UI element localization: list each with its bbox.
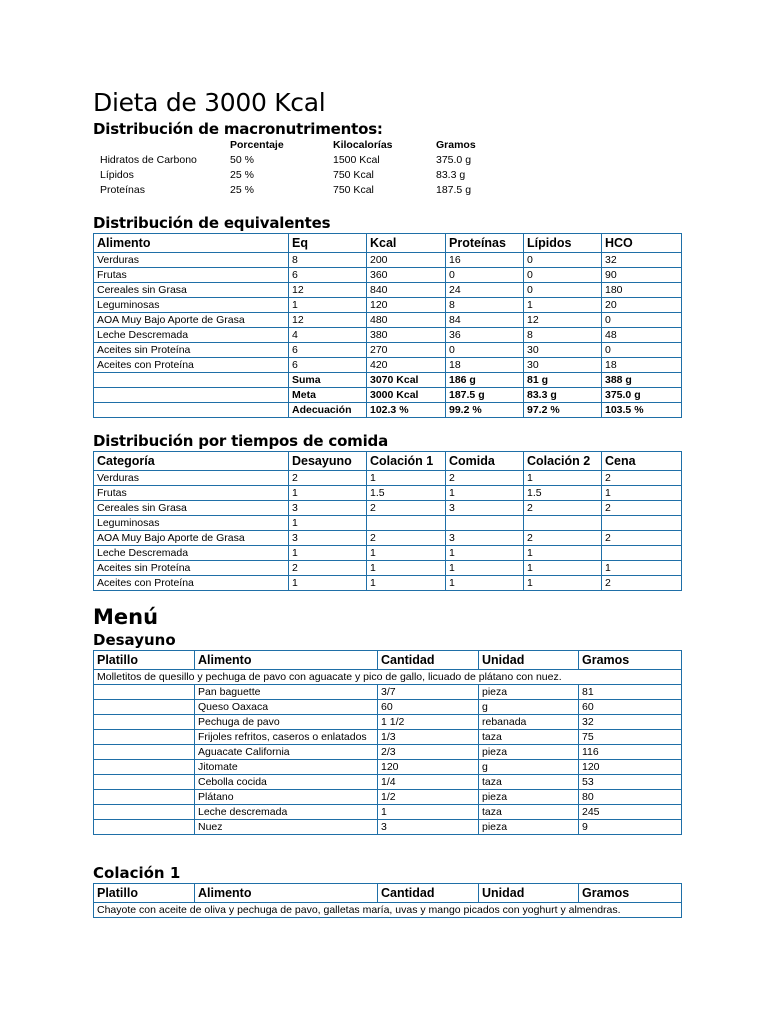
tiempos-cell: 1 bbox=[446, 576, 524, 591]
colacion1-header-cell: Platillo bbox=[94, 884, 195, 903]
tiempos-cell: 2 bbox=[602, 531, 682, 546]
desayuno-row bbox=[94, 700, 682, 715]
tiempos-cell: 1 bbox=[524, 471, 602, 486]
equiv-cell: 0 bbox=[524, 253, 602, 268]
equiv-row bbox=[94, 328, 682, 343]
equiv-cell: 24 bbox=[446, 283, 524, 298]
desayuno-row bbox=[94, 775, 682, 790]
tiempos-cell: 1 bbox=[524, 546, 602, 561]
colacion1-header-row bbox=[94, 884, 682, 903]
equiv-summary-cell: 375.0 g bbox=[602, 388, 682, 403]
equiv-summary-cell bbox=[94, 388, 289, 403]
desayuno-table bbox=[93, 650, 682, 835]
tiempos-cell: 1 bbox=[524, 561, 602, 576]
tiempos-cell: 1 bbox=[602, 486, 682, 501]
tiempos-cell: 2 bbox=[524, 531, 602, 546]
equiv-header-cell: Lípidos bbox=[524, 234, 602, 253]
desayuno-header-cell: Cantidad bbox=[378, 651, 479, 670]
tiempos-row bbox=[94, 471, 682, 486]
tiempos-cell: 1.5 bbox=[367, 486, 446, 501]
desayuno-cell: 1 1/2 bbox=[378, 715, 479, 730]
equiv-cell: 30 bbox=[524, 343, 602, 358]
equiv-cell: 0 bbox=[524, 268, 602, 283]
desayuno-cell bbox=[94, 790, 195, 805]
equiv-summary-cell: 83.3 g bbox=[524, 388, 602, 403]
equiv-summary-cell: Adecuación bbox=[289, 403, 367, 418]
desayuno-cell bbox=[94, 760, 195, 775]
equiv-cell: 480 bbox=[367, 313, 446, 328]
equiv-table bbox=[93, 233, 682, 418]
tiempos-cell: 1 bbox=[289, 516, 367, 531]
desayuno-cell: 9 bbox=[579, 820, 682, 835]
tiempos-cell bbox=[602, 516, 682, 531]
equiv-cell: Frutas bbox=[94, 268, 289, 283]
desayuno-cell: pieza bbox=[479, 820, 579, 835]
equiv-cell: Verduras bbox=[94, 253, 289, 268]
tiempos-cell: Cereales sin Grasa bbox=[94, 501, 289, 516]
tiempos-cell: 1 bbox=[289, 576, 367, 591]
equiv-row bbox=[94, 343, 682, 358]
tiempos-cell: 3 bbox=[289, 531, 367, 546]
equiv-cell: Aceites con Proteína bbox=[94, 358, 289, 373]
desayuno-cell: Plátano bbox=[195, 790, 378, 805]
desayuno-cell: 3 bbox=[378, 820, 479, 835]
desayuno-cell: Jitomate bbox=[195, 760, 378, 775]
desayuno-cell: 1/3 bbox=[378, 730, 479, 745]
equiv-cell: AOA Muy Bajo Aporte de Grasa bbox=[94, 313, 289, 328]
desayuno-cell bbox=[94, 685, 195, 700]
desayuno-cell bbox=[94, 715, 195, 730]
equiv-header-cell: Alimento bbox=[94, 234, 289, 253]
colacion1-table bbox=[93, 883, 682, 918]
desayuno-cell: 2/3 bbox=[378, 745, 479, 760]
desayuno-cell: g bbox=[479, 700, 579, 715]
equiv-summary-cell: 388 g bbox=[602, 373, 682, 388]
desayuno-cell: 53 bbox=[579, 775, 682, 790]
colacion1-header-cell: Alimento bbox=[195, 884, 378, 903]
equiv-summary-cell: 187.5 g bbox=[446, 388, 524, 403]
equiv-summary-row bbox=[94, 373, 682, 388]
tiempos-cell: 1 bbox=[446, 561, 524, 576]
macro-cell: 375.0 g bbox=[436, 154, 472, 166]
macro-cell: 750 Kcal bbox=[333, 184, 374, 196]
equiv-cell: 0 bbox=[446, 268, 524, 283]
tiempos-cell: 1 bbox=[367, 546, 446, 561]
desayuno-header-cell: Unidad bbox=[479, 651, 579, 670]
desayuno-cell: 60 bbox=[378, 700, 479, 715]
desayuno-cell: taza bbox=[479, 805, 579, 820]
equiv-summary-cell bbox=[94, 403, 289, 418]
tiempos-cell: 1 bbox=[289, 486, 367, 501]
equiv-cell: 8 bbox=[446, 298, 524, 313]
macro-cell: 25 % bbox=[230, 184, 254, 196]
tiempos-table bbox=[93, 451, 682, 591]
equiv-row bbox=[94, 253, 682, 268]
tiempos-cell bbox=[367, 516, 446, 531]
equiv-cell: 6 bbox=[289, 358, 367, 373]
desayuno-cell: Pechuga de pavo bbox=[195, 715, 378, 730]
desayuno-header-cell: Alimento bbox=[195, 651, 378, 670]
desayuno-row bbox=[94, 820, 682, 835]
desayuno-cell: 32 bbox=[579, 715, 682, 730]
equiv-cell: 0 bbox=[446, 343, 524, 358]
equiv-header-cell: Kcal bbox=[367, 234, 446, 253]
tiempos-cell: 1 bbox=[446, 546, 524, 561]
equiv-cell: 12 bbox=[289, 313, 367, 328]
desayuno-cell: pieza bbox=[479, 685, 579, 700]
colacion1-description: Chayote con aceite de oliva y pechuga de pavo, galletas maría, uvas y mango picados con yoghurt y almendras. bbox=[94, 903, 682, 918]
equiv-row bbox=[94, 358, 682, 373]
tiempos-row bbox=[94, 501, 682, 516]
tiempos-cell: Aceites sin Proteína bbox=[94, 561, 289, 576]
desayuno-cell: Cebolla cocida bbox=[195, 775, 378, 790]
equiv-summary-cell bbox=[94, 373, 289, 388]
equiv-cell: Leche Descremada bbox=[94, 328, 289, 343]
tiempos-header-cell: Colación 2 bbox=[524, 452, 602, 471]
colacion1-header-cell: Cantidad bbox=[378, 884, 479, 903]
tiempos-header-cell: Comida bbox=[446, 452, 524, 471]
equiv-summary-cell: 186 g bbox=[446, 373, 524, 388]
desayuno-cell: 80 bbox=[579, 790, 682, 805]
macro-cell: Lípidos bbox=[100, 169, 134, 181]
equiv-summary-cell: Suma bbox=[289, 373, 367, 388]
desayuno-cell: 120 bbox=[378, 760, 479, 775]
tiempos-cell: 2 bbox=[602, 576, 682, 591]
desayuno-cell: pieza bbox=[479, 790, 579, 805]
equiv-summary-cell: Meta bbox=[289, 388, 367, 403]
equiv-cell: 36 bbox=[446, 328, 524, 343]
equiv-summary-cell: 3000 Kcal bbox=[367, 388, 446, 403]
macro-cell: 750 Kcal bbox=[333, 169, 374, 181]
equiv-summary-cell: 99.2 % bbox=[446, 403, 524, 418]
tiempos-heading: Distribución por tiempos de comida bbox=[93, 432, 389, 450]
colacion1-header-cell: Gramos bbox=[579, 884, 682, 903]
macro-header: Porcentaje bbox=[230, 139, 284, 151]
colacion1-header-cell: Unidad bbox=[479, 884, 579, 903]
colacion1-heading: Colación 1 bbox=[93, 864, 181, 882]
equiv-cell: 180 bbox=[602, 283, 682, 298]
desayuno-description-row bbox=[94, 670, 682, 685]
equiv-summary-cell: 102.3 % bbox=[367, 403, 446, 418]
tiempos-cell: Aceites con Proteína bbox=[94, 576, 289, 591]
desayuno-header-cell: Platillo bbox=[94, 651, 195, 670]
equiv-cell: 420 bbox=[367, 358, 446, 373]
equiv-cell: 0 bbox=[602, 313, 682, 328]
equiv-cell: Aceites sin Proteína bbox=[94, 343, 289, 358]
tiempos-cell: 2 bbox=[289, 561, 367, 576]
desayuno-row bbox=[94, 745, 682, 760]
equiv-cell: 90 bbox=[602, 268, 682, 283]
equiv-cell: 84 bbox=[446, 313, 524, 328]
equiv-cell: Cereales sin Grasa bbox=[94, 283, 289, 298]
equiv-header-cell: Eq bbox=[289, 234, 367, 253]
equiv-summary-cell: 3070 Kcal bbox=[367, 373, 446, 388]
desayuno-cell: pieza bbox=[479, 745, 579, 760]
desayuno-cell: 1/4 bbox=[378, 775, 479, 790]
macro-heading: Distribución de macronutrimentos: bbox=[93, 120, 383, 138]
desayuno-heading: Desayuno bbox=[93, 631, 176, 649]
desayuno-cell: 116 bbox=[579, 745, 682, 760]
macro-cell: 25 % bbox=[230, 169, 254, 181]
equiv-cell: 20 bbox=[602, 298, 682, 313]
equiv-summary-cell: 97.2 % bbox=[524, 403, 602, 418]
desayuno-cell: Leche descremada bbox=[195, 805, 378, 820]
desayuno-cell: g bbox=[479, 760, 579, 775]
equiv-cell: 380 bbox=[367, 328, 446, 343]
tiempos-cell: 2 bbox=[524, 501, 602, 516]
tiempos-cell: 1 bbox=[524, 576, 602, 591]
tiempos-cell: 2 bbox=[367, 501, 446, 516]
macro-cell: Hidratos de Carbono bbox=[100, 154, 197, 166]
tiempos-row bbox=[94, 576, 682, 591]
desayuno-cell: taza bbox=[479, 775, 579, 790]
desayuno-cell: 75 bbox=[579, 730, 682, 745]
equiv-cell: 30 bbox=[524, 358, 602, 373]
tiempos-cell: Leche Descremada bbox=[94, 546, 289, 561]
equiv-cell: 360 bbox=[367, 268, 446, 283]
desayuno-cell bbox=[94, 775, 195, 790]
desayuno-cell: Nuez bbox=[195, 820, 378, 835]
desayuno-cell: Pan baguette bbox=[195, 685, 378, 700]
equiv-cell: 0 bbox=[524, 283, 602, 298]
desayuno-cell: taza bbox=[479, 730, 579, 745]
tiempos-cell: 1 bbox=[367, 576, 446, 591]
tiempos-cell: 2 bbox=[367, 531, 446, 546]
desayuno-header-cell: Gramos bbox=[579, 651, 682, 670]
equiv-cell: 12 bbox=[289, 283, 367, 298]
tiempos-cell: 3 bbox=[446, 501, 524, 516]
tiempos-cell: 1 bbox=[602, 561, 682, 576]
equiv-summary-cell: 81 g bbox=[524, 373, 602, 388]
equiv-cell: 270 bbox=[367, 343, 446, 358]
desayuno-cell: 245 bbox=[579, 805, 682, 820]
desayuno-row bbox=[94, 715, 682, 730]
desayuno-row bbox=[94, 730, 682, 745]
equiv-cell: 120 bbox=[367, 298, 446, 313]
colacion1-description-row bbox=[94, 903, 682, 918]
equiv-cell: 0 bbox=[602, 343, 682, 358]
tiempos-cell: Verduras bbox=[94, 471, 289, 486]
desayuno-cell bbox=[94, 700, 195, 715]
tiempos-cell: 1 bbox=[289, 546, 367, 561]
equiv-cell: 4 bbox=[289, 328, 367, 343]
equiv-cell: 200 bbox=[367, 253, 446, 268]
tiempos-row bbox=[94, 546, 682, 561]
equiv-cell: 1 bbox=[524, 298, 602, 313]
equiv-cell: 6 bbox=[289, 268, 367, 283]
desayuno-cell: 1 bbox=[378, 805, 479, 820]
menu-heading: Menú bbox=[93, 605, 159, 629]
tiempos-header-row bbox=[94, 452, 682, 471]
tiempos-cell: 3 bbox=[446, 531, 524, 546]
tiempos-cell: 2 bbox=[289, 471, 367, 486]
tiempos-row bbox=[94, 531, 682, 546]
tiempos-row bbox=[94, 486, 682, 501]
desayuno-header-row bbox=[94, 651, 682, 670]
desayuno-cell bbox=[94, 805, 195, 820]
macro-cell: 1500 Kcal bbox=[333, 154, 380, 166]
equiv-header-row bbox=[94, 234, 682, 253]
equiv-cell: 12 bbox=[524, 313, 602, 328]
tiempos-cell: AOA Muy Bajo Aporte de Grasa bbox=[94, 531, 289, 546]
desayuno-cell bbox=[94, 745, 195, 760]
tiempos-cell: 1 bbox=[367, 561, 446, 576]
tiempos-cell bbox=[446, 516, 524, 531]
equiv-summary-row bbox=[94, 388, 682, 403]
equiv-cell: 8 bbox=[524, 328, 602, 343]
desayuno-cell: rebanada bbox=[479, 715, 579, 730]
tiempos-cell: 2 bbox=[602, 501, 682, 516]
desayuno-cell: Frijoles refritos, caseros o enlatados bbox=[195, 730, 378, 745]
tiempos-header-cell: Cena bbox=[602, 452, 682, 471]
tiempos-header-cell: Colación 1 bbox=[367, 452, 446, 471]
tiempos-cell bbox=[524, 516, 602, 531]
desayuno-cell: Queso Oaxaca bbox=[195, 700, 378, 715]
tiempos-cell: Frutas bbox=[94, 486, 289, 501]
desayuno-row bbox=[94, 760, 682, 775]
equiv-cell: 18 bbox=[446, 358, 524, 373]
macro-header: Gramos bbox=[436, 139, 476, 151]
desayuno-cell bbox=[94, 730, 195, 745]
desayuno-row bbox=[94, 685, 682, 700]
macro-cell: 50 % bbox=[230, 154, 254, 166]
tiempos-cell: 3 bbox=[289, 501, 367, 516]
desayuno-cell: 1/2 bbox=[378, 790, 479, 805]
tiempos-cell: 1 bbox=[367, 471, 446, 486]
macro-header: Kilocalorías bbox=[333, 139, 393, 151]
equiv-cell: 32 bbox=[602, 253, 682, 268]
desayuno-row bbox=[94, 790, 682, 805]
equiv-row bbox=[94, 313, 682, 328]
desayuno-cell bbox=[94, 820, 195, 835]
desayuno-cell: 120 bbox=[579, 760, 682, 775]
equiv-heading: Distribución de equivalentes bbox=[93, 214, 331, 232]
desayuno-cell: 81 bbox=[579, 685, 682, 700]
tiempos-cell: 1.5 bbox=[524, 486, 602, 501]
tiempos-header-cell: Categoría bbox=[94, 452, 289, 471]
tiempos-row bbox=[94, 561, 682, 576]
desayuno-cell: Aguacate California bbox=[195, 745, 378, 760]
desayuno-row bbox=[94, 805, 682, 820]
tiempos-cell: 1 bbox=[446, 486, 524, 501]
equiv-cell: 18 bbox=[602, 358, 682, 373]
tiempos-cell: Leguminosas bbox=[94, 516, 289, 531]
equiv-cell: 840 bbox=[367, 283, 446, 298]
equiv-cell: 1 bbox=[289, 298, 367, 313]
equiv-cell: 6 bbox=[289, 343, 367, 358]
macro-cell: 187.5 g bbox=[436, 184, 472, 196]
macro-cell: Proteínas bbox=[100, 184, 145, 196]
page-title: Dieta de 3000 Kcal bbox=[93, 88, 326, 117]
tiempos-cell bbox=[602, 546, 682, 561]
equiv-summary-row bbox=[94, 403, 682, 418]
equiv-header-cell: Proteínas bbox=[446, 234, 524, 253]
desayuno-cell: 60 bbox=[579, 700, 682, 715]
equiv-summary-cell: 103.5 % bbox=[602, 403, 682, 418]
tiempos-cell: 2 bbox=[446, 471, 524, 486]
equiv-header-cell: HCO bbox=[602, 234, 682, 253]
equiv-cell: Leguminosas bbox=[94, 298, 289, 313]
tiempos-row bbox=[94, 516, 682, 531]
equiv-row bbox=[94, 283, 682, 298]
equiv-cell: 8 bbox=[289, 253, 367, 268]
tiempos-cell: 2 bbox=[602, 471, 682, 486]
equiv-row bbox=[94, 268, 682, 283]
equiv-cell: 16 bbox=[446, 253, 524, 268]
desayuno-description: Molletitos de quesillo y pechuga de pavo con aguacate y pico de gallo, licuado de plátano con nuez. bbox=[94, 670, 682, 685]
equiv-row bbox=[94, 298, 682, 313]
macro-cell: 83.3 g bbox=[436, 169, 466, 181]
tiempos-header-cell: Desayuno bbox=[289, 452, 367, 471]
equiv-cell: 48 bbox=[602, 328, 682, 343]
desayuno-cell: 3/7 bbox=[378, 685, 479, 700]
